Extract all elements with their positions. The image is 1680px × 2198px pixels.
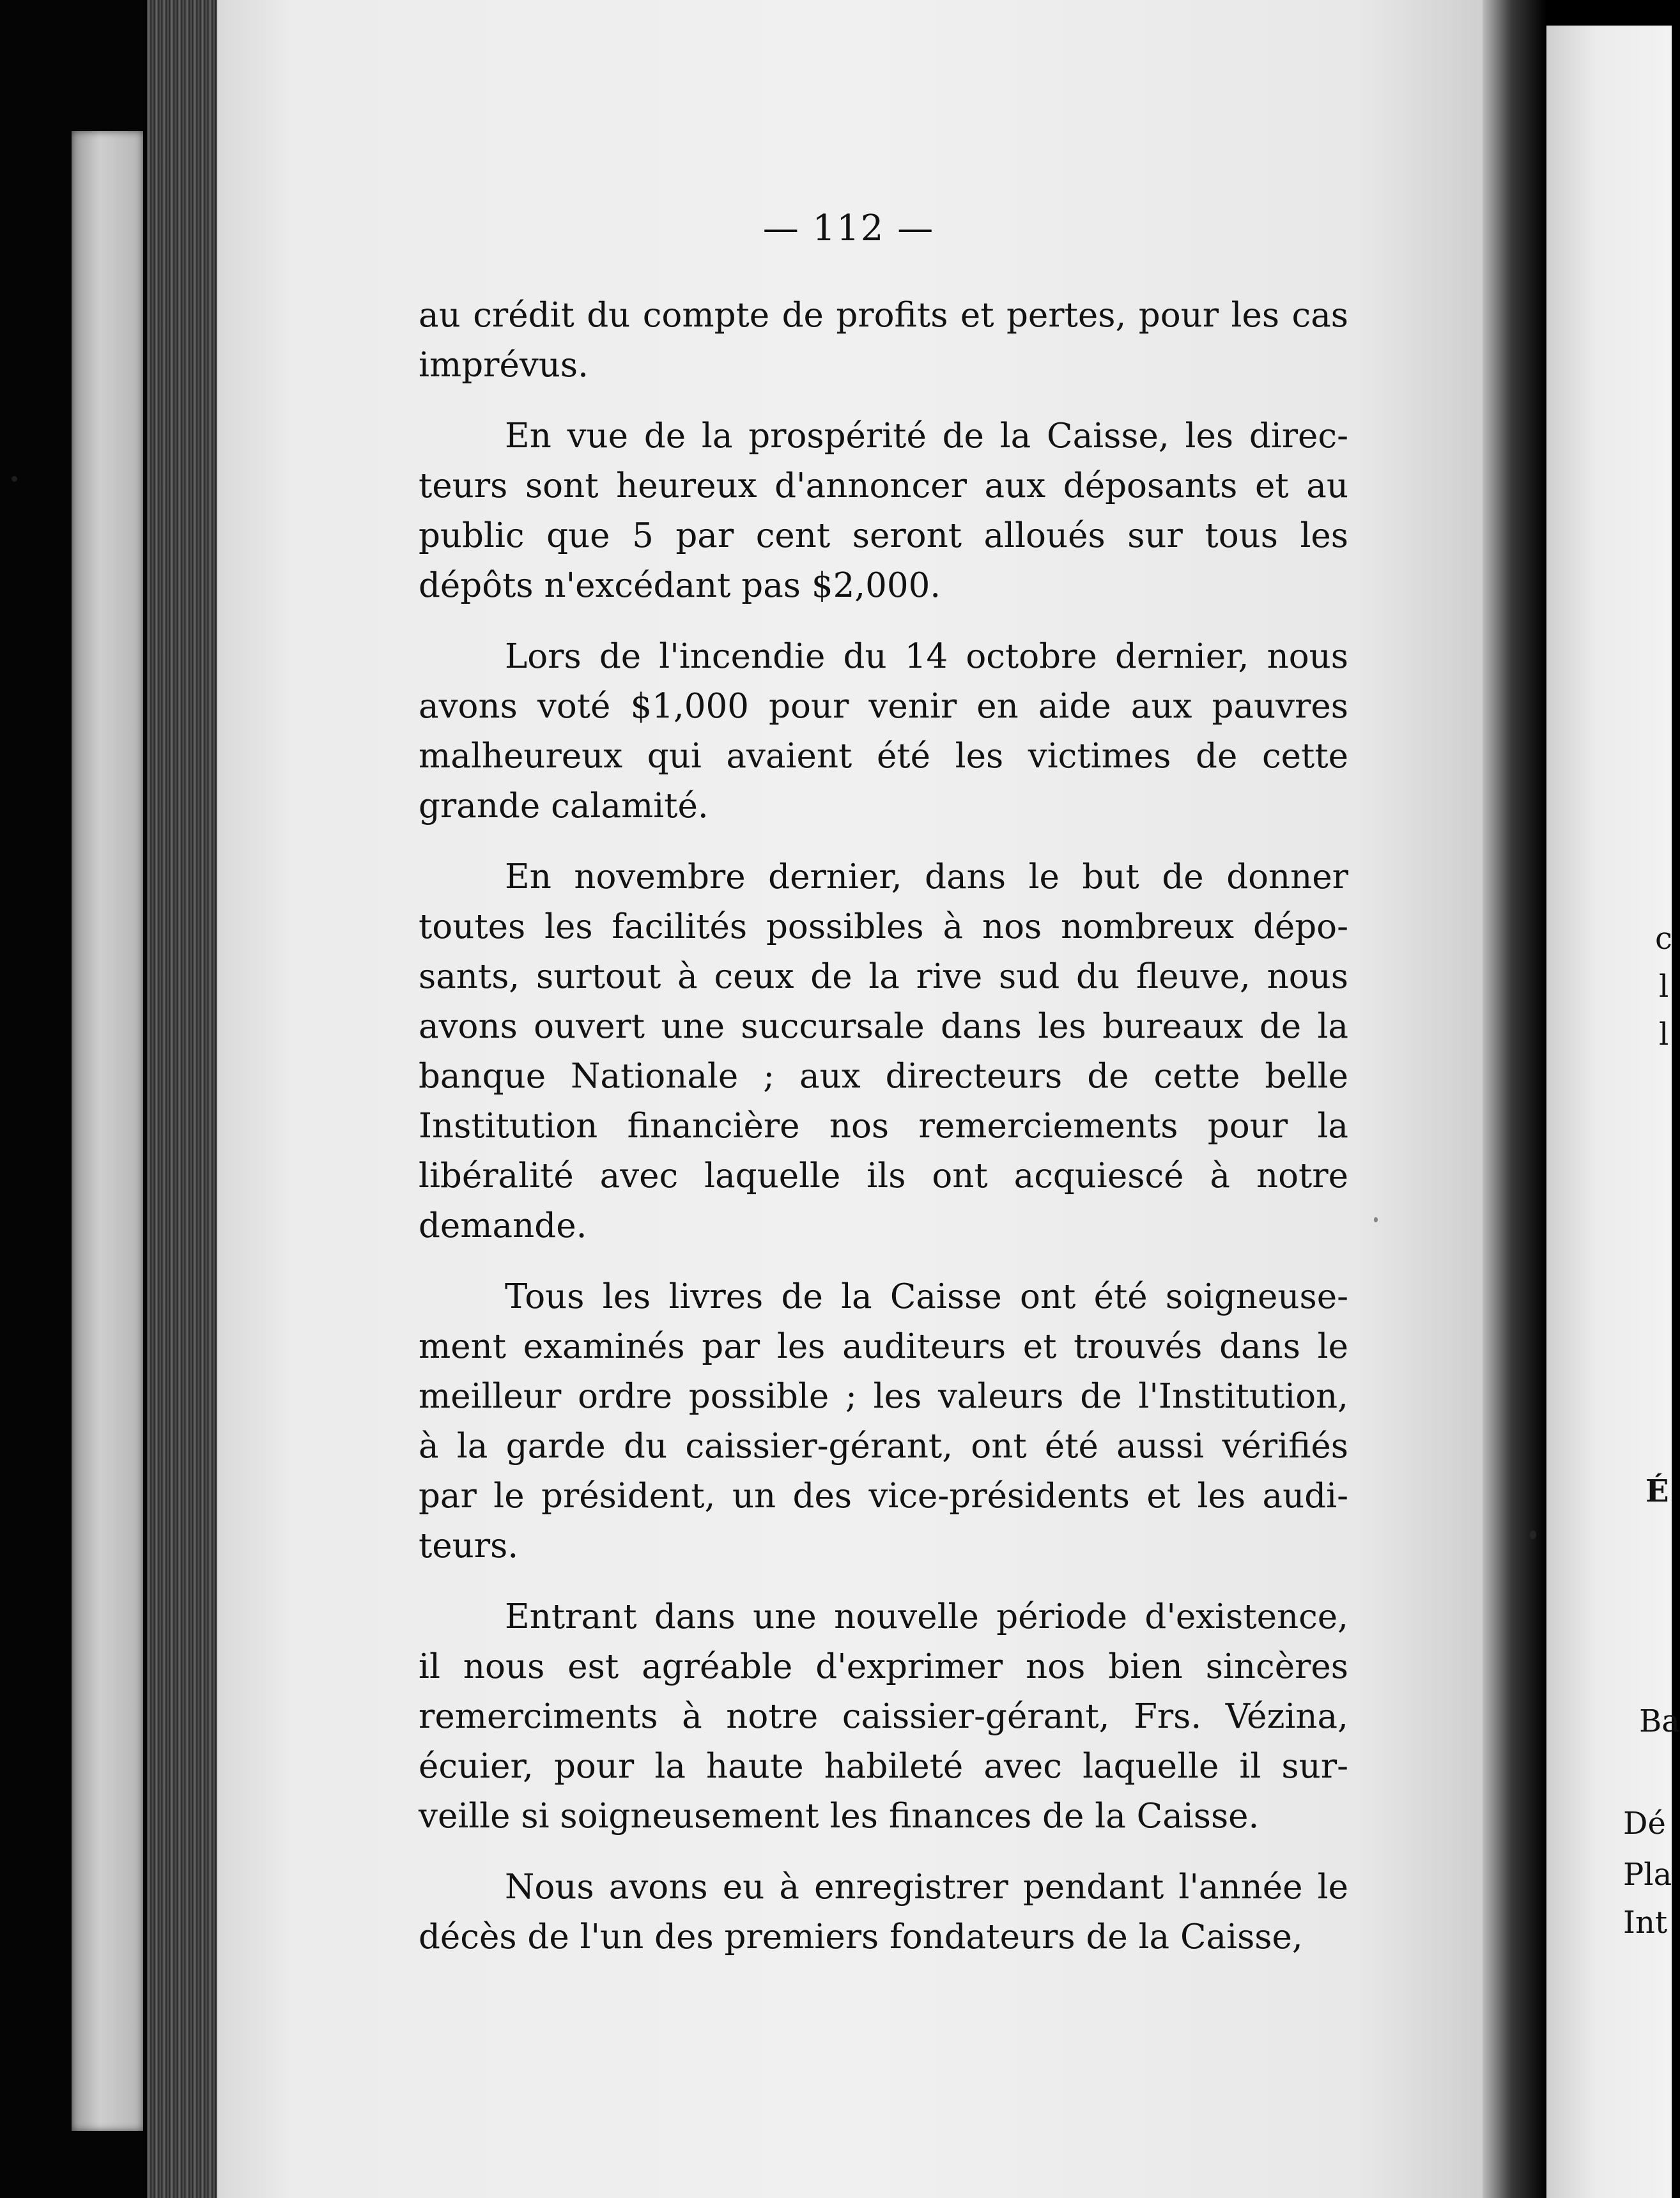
- facing-page-fragment: c: [1655, 921, 1672, 957]
- page-number: — 112 —: [762, 208, 935, 249]
- text-line: avons ouvert une succursale dans les bureaux de la: [419, 1007, 1348, 1046]
- book-cover-edge: [72, 131, 143, 2131]
- text-line: demande.: [419, 1206, 587, 1245]
- text-line: toutes les facilités possibles à nos nombreux dépo-: [419, 907, 1348, 946]
- text-line: banque Nationale ; aux directeurs de cette belle: [419, 1057, 1348, 1096]
- text-line: teurs sont heureux d'annoncer aux déposants et au: [419, 466, 1348, 505]
- paragraph: [419, 632, 1348, 831]
- text-line: décès de l'un des premiers fondateurs de la Caisse,: [419, 1917, 1303, 1956]
- paragraph: [419, 852, 1348, 1251]
- body-text: [419, 291, 1348, 1962]
- text-line: grande calamité.: [419, 787, 709, 826]
- stacked-page-edges: [147, 0, 224, 2198]
- paragraph: [419, 1863, 1348, 1962]
- facing-page-fragment: l: [1659, 1017, 1669, 1052]
- text-line: avons voté $1,000 pour venir en aide aux pauvres: [419, 687, 1348, 726]
- paragraph-gap: [419, 1251, 1348, 1272]
- facing-page-fragment: Pla: [1623, 1857, 1672, 1893]
- paragraph-gap: [419, 1841, 1348, 1863]
- paper-speck: [12, 476, 17, 482]
- text-line: Nous avons eu à enregistrer pendant l'année le: [505, 1868, 1348, 1907]
- text-line: Lors de l'incendie du 14 octobre dernier, nous: [505, 637, 1348, 676]
- text-line: sants, surtout à ceux de la rive sud du fleuve, nous: [419, 957, 1348, 996]
- text-line: écuier, pour la haute habileté avec laquelle il sur-: [419, 1747, 1348, 1786]
- scan-left-margin: [0, 0, 147, 2198]
- book-gutter: [1483, 0, 1546, 2198]
- text-line: teurs.: [419, 1526, 519, 1565]
- paper-speck: [1530, 1530, 1536, 1539]
- paragraph: [419, 1272, 1348, 1571]
- text-line: au crédit du compte de profits et pertes, pour les cas: [419, 296, 1348, 335]
- text-line: imprévus.: [419, 346, 589, 385]
- facing-page-fragment: l: [1659, 969, 1669, 1004]
- text-line: à la garde du caissier-gérant, ont été aussi vérifiés: [419, 1427, 1348, 1466]
- text-line: ment examinés par les auditeurs et trouvés dans le: [419, 1327, 1348, 1366]
- paragraph-gap: [419, 611, 1348, 632]
- paragraph-gap: [419, 390, 1348, 411]
- paragraph: [419, 1592, 1348, 1841]
- paragraph-gap: [419, 1571, 1348, 1592]
- text-line: public que 5 par cent seront alloués sur tous les: [419, 516, 1348, 555]
- facing-page-fragment: É: [1645, 1473, 1669, 1509]
- text-line: En novembre dernier, dans le but de donner: [505, 857, 1348, 896]
- text-line: Tous les livres de la Caisse ont été soigneuse-: [505, 1277, 1348, 1316]
- paper-speck: [1374, 1217, 1378, 1222]
- paragraph: [419, 411, 1348, 611]
- text-line: meilleur ordre possible ; les valeurs de l'Institution,: [419, 1377, 1348, 1416]
- paragraph: [419, 291, 1348, 390]
- text-line: malheureux qui avaient été les victimes de cette: [419, 737, 1348, 776]
- text-line: En vue de la prospérité de la Caisse, les direc-: [505, 417, 1348, 456]
- text-line: dépôts n'excédant pas $2,000.: [419, 566, 941, 605]
- paragraph-gap: [419, 831, 1348, 852]
- text-line: Entrant dans une nouvelle période d'existence,: [505, 1597, 1348, 1636]
- text-line: par le président, un des vice-présidents et les audi-: [419, 1477, 1348, 1516]
- facing-page-fragment: Ba: [1639, 1703, 1680, 1739]
- facing-page-fragment: Int: [1623, 1905, 1668, 1941]
- facing-page-fragment: Dé: [1623, 1806, 1666, 1841]
- text-line: Institution financière nos remerciements pour la: [419, 1107, 1348, 1146]
- facing-page: [1546, 26, 1680, 2198]
- text-line: remerciments à notre caissier-gérant, Frs. Vézina,: [419, 1697, 1348, 1736]
- text-line: libéralité avec laquelle ils ont acquiescé à notre: [419, 1157, 1348, 1195]
- text-line: veille si soigneusement les finances de la Caisse.: [419, 1797, 1260, 1836]
- text-line: il nous est agréable d'exprimer nos bien sincères: [419, 1647, 1348, 1686]
